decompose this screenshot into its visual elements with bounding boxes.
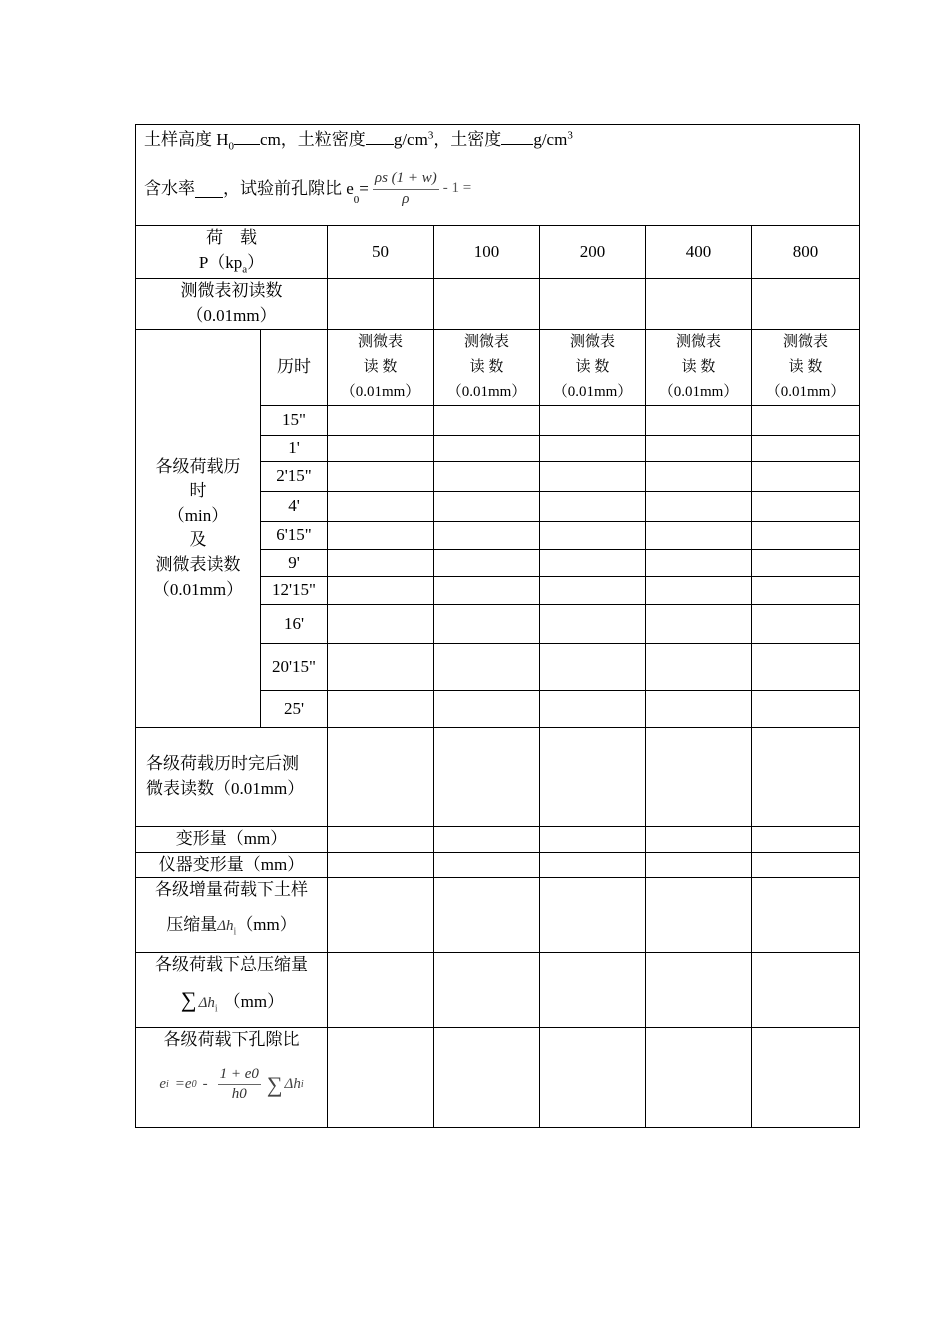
final-reading-cell[interactable] bbox=[646, 727, 752, 826]
instrument-deformation-cell[interactable] bbox=[434, 852, 540, 878]
reading-cell[interactable] bbox=[540, 435, 646, 461]
time-label: 16' bbox=[261, 604, 328, 643]
void-ratio-cell[interactable] bbox=[752, 1028, 860, 1128]
reading-cell[interactable] bbox=[328, 491, 434, 521]
void-ratio-formula: e i =e 0 - $\frac{1 + e0}{h0}$ ∑ Δh i bbox=[159, 1065, 304, 1103]
reading-cell[interactable] bbox=[434, 690, 540, 727]
reading-cell[interactable] bbox=[328, 576, 434, 604]
initial-reading-cell[interactable] bbox=[328, 278, 434, 329]
increment-compression-cell[interactable] bbox=[752, 878, 860, 953]
sum-symbol: ∑ bbox=[180, 986, 197, 1012]
height-blank[interactable] bbox=[234, 127, 260, 145]
reading-cell[interactable] bbox=[752, 549, 860, 576]
reading-cell[interactable] bbox=[752, 405, 860, 435]
void-ratio-cell[interactable] bbox=[646, 1028, 752, 1128]
reading-cell[interactable] bbox=[752, 461, 860, 491]
reading-cell[interactable] bbox=[328, 405, 434, 435]
total-compression-label: 各级荷载下总压缩量 ∑ $\Delta h_i$ （mm） bbox=[136, 953, 328, 1028]
reading-cell[interactable] bbox=[646, 690, 752, 727]
sample-parameters-cell bbox=[136, 125, 860, 226]
time-label: 25' bbox=[261, 690, 328, 727]
load-value: 50 bbox=[328, 226, 434, 279]
reading-cell[interactable] bbox=[540, 461, 646, 491]
reading-cell[interactable] bbox=[646, 549, 752, 576]
reading-cell[interactable] bbox=[434, 643, 540, 690]
initial-reading-cell[interactable] bbox=[434, 278, 540, 329]
reading-cell[interactable] bbox=[752, 604, 860, 643]
instrument-deformation-cell[interactable] bbox=[646, 852, 752, 878]
reading-cell[interactable] bbox=[752, 435, 860, 461]
deformation-cell[interactable] bbox=[752, 826, 860, 852]
deformation-cell[interactable] bbox=[328, 826, 434, 852]
reading-cell[interactable] bbox=[540, 549, 646, 576]
void-ratio-cell[interactable] bbox=[434, 1028, 540, 1128]
final-reading-cell[interactable] bbox=[328, 727, 434, 826]
reading-header: 测微表 读 数 （0.01mm） bbox=[752, 329, 860, 405]
total-compression-cell[interactable] bbox=[752, 953, 860, 1028]
reading-cell[interactable] bbox=[646, 604, 752, 643]
reading-cell[interactable] bbox=[752, 643, 860, 690]
time-label: 9' bbox=[261, 549, 328, 576]
instrument-deformation-cell[interactable] bbox=[752, 852, 860, 878]
instrument-deformation-label: 仪器变形量（mm） bbox=[136, 852, 328, 878]
load-value: 100 bbox=[434, 226, 540, 279]
increment-compression-cell[interactable] bbox=[540, 878, 646, 953]
reading-cell[interactable] bbox=[328, 643, 434, 690]
reading-cell[interactable] bbox=[328, 435, 434, 461]
load-value: 200 bbox=[540, 226, 646, 279]
increment-compression-cell[interactable] bbox=[646, 878, 752, 953]
reading-cell[interactable] bbox=[328, 521, 434, 549]
initial-void-ratio-formula: $\frac{\rho s (1 + w)}{\rho}$ bbox=[374, 170, 437, 207]
reading-cell[interactable] bbox=[434, 576, 540, 604]
instrument-deformation-cell[interactable] bbox=[540, 852, 646, 878]
initial-reading-cell[interactable] bbox=[540, 278, 646, 329]
reading-cell[interactable] bbox=[434, 604, 540, 643]
reading-cell[interactable] bbox=[434, 521, 540, 549]
total-compression-cell[interactable] bbox=[328, 953, 434, 1028]
total-compression-cell[interactable] bbox=[540, 953, 646, 1028]
reading-cell[interactable] bbox=[646, 576, 752, 604]
sample-parameters-line2: 含水率 ，试验前孔隙比 e $_0$ = $\frac{\rho s (1 + w)}{\rho}$ - 1 = bbox=[144, 169, 851, 209]
consolidation-test-table bbox=[135, 124, 860, 1128]
void-ratio-cell[interactable] bbox=[328, 1028, 434, 1128]
increment-compression-cell[interactable] bbox=[434, 878, 540, 953]
reading-cell[interactable] bbox=[646, 491, 752, 521]
reading-cell[interactable] bbox=[328, 461, 434, 491]
reading-cell[interactable] bbox=[752, 491, 860, 521]
time-label: 20'15" bbox=[261, 643, 328, 690]
reading-cell[interactable] bbox=[540, 405, 646, 435]
deformation-cell[interactable] bbox=[434, 826, 540, 852]
increment-compression-cell[interactable] bbox=[328, 878, 434, 953]
time-label: 15" bbox=[261, 405, 328, 435]
reading-cell[interactable] bbox=[328, 690, 434, 727]
reading-header: 测微表 读 数 （0.01mm） bbox=[540, 329, 646, 405]
reading-cell[interactable] bbox=[646, 643, 752, 690]
reading-cell[interactable] bbox=[752, 576, 860, 604]
final-reading-cell[interactable] bbox=[434, 727, 540, 826]
initial-reading-cell[interactable] bbox=[646, 278, 752, 329]
total-compression-cell[interactable] bbox=[646, 953, 752, 1028]
reading-cell[interactable] bbox=[646, 405, 752, 435]
water-content-blank[interactable] bbox=[195, 180, 223, 198]
increment-compression-label: 各级增量荷载下土样 压缩量$\Delta h_i(mm)$ bbox=[136, 878, 328, 953]
reading-cell[interactable] bbox=[328, 549, 434, 576]
time-label: 2'15" bbox=[261, 461, 328, 491]
reading-cell[interactable] bbox=[540, 521, 646, 549]
soil-density-blank[interactable] bbox=[501, 127, 533, 145]
instrument-deformation-cell[interactable] bbox=[328, 852, 434, 878]
reading-cell[interactable] bbox=[434, 491, 540, 521]
time-header: 历时 bbox=[261, 329, 328, 405]
sample-parameters-line1: 土样高度 $H_0$ cm，土粒密度 $g/cm^3$，土密度 $g/cm^3$ bbox=[144, 127, 851, 155]
reading-cell[interactable] bbox=[434, 405, 540, 435]
reading-cell[interactable] bbox=[540, 491, 646, 521]
reading-cell[interactable] bbox=[540, 576, 646, 604]
deformation-cell[interactable] bbox=[540, 826, 646, 852]
load-value: 800 bbox=[752, 226, 860, 279]
reading-header: 测微表 读 数 （0.01mm） bbox=[646, 329, 752, 405]
reading-cell[interactable] bbox=[540, 604, 646, 643]
reading-cell[interactable] bbox=[328, 604, 434, 643]
final-reading-cell[interactable] bbox=[752, 727, 860, 826]
final-reading-label: 各级荷载历时完后测 微表读数（0.01mm） bbox=[136, 727, 328, 826]
time-label: 1' bbox=[261, 435, 328, 461]
particle-density-blank[interactable] bbox=[366, 127, 394, 145]
reading-cell[interactable] bbox=[646, 461, 752, 491]
deformation-cell[interactable] bbox=[646, 826, 752, 852]
reading-cell[interactable] bbox=[752, 521, 860, 549]
reading-cell[interactable] bbox=[434, 549, 540, 576]
reading-cell[interactable] bbox=[646, 521, 752, 549]
reading-cell[interactable] bbox=[434, 461, 540, 491]
reading-cell[interactable] bbox=[752, 690, 860, 727]
time-label: 12'15" bbox=[261, 576, 328, 604]
reading-header: 测微表 读 数 （0.01mm） bbox=[434, 329, 540, 405]
total-compression-cell[interactable] bbox=[434, 953, 540, 1028]
reading-cell[interactable] bbox=[540, 643, 646, 690]
sum-symbol: ∑ bbox=[266, 1071, 283, 1097]
load-duration-group-label: 各级荷载历 时 （min） 及 测微表读数 （0.01mm） bbox=[136, 329, 261, 727]
reading-header: 测微表 读 数 （0.01mm） bbox=[328, 329, 434, 405]
initial-reading-cell[interactable] bbox=[752, 278, 860, 329]
void-ratio-cell[interactable] bbox=[540, 1028, 646, 1128]
deformation-label: 变形量（mm） bbox=[136, 826, 328, 852]
reading-cell[interactable] bbox=[540, 690, 646, 727]
void-ratio-label: 各级荷载下孔隙比 e i =e 0 - $\frac{1 + e0}{h0}$ ∑ Δh i bbox=[136, 1028, 328, 1128]
reading-cell[interactable] bbox=[434, 435, 540, 461]
time-label: 4' bbox=[261, 491, 328, 521]
time-label: 6'15" bbox=[261, 521, 328, 549]
initial-reading-label: 测微表初读数 （0.01mm） bbox=[136, 278, 328, 329]
final-reading-cell[interactable] bbox=[540, 727, 646, 826]
reading-cell[interactable] bbox=[646, 435, 752, 461]
load-value: 400 bbox=[646, 226, 752, 279]
load-header: 荷 载 $P(kp_a)$ bbox=[136, 226, 328, 279]
